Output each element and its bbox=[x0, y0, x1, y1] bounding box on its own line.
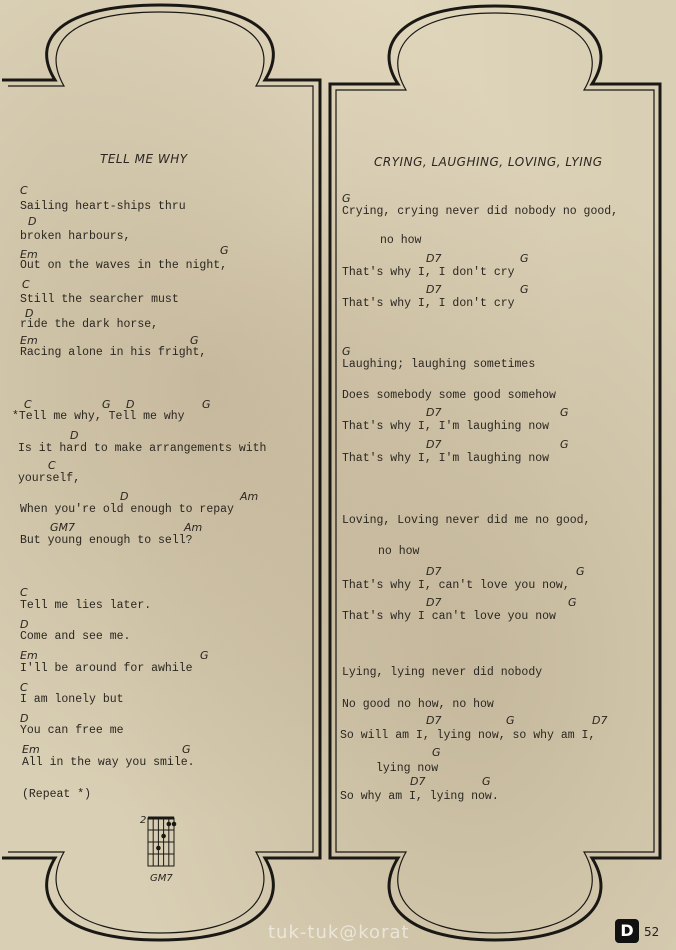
diagram-chord-label: GM7 bbox=[150, 873, 173, 884]
lyric-line: That's why I, can't love you now, bbox=[342, 579, 570, 592]
chord: Em bbox=[20, 248, 38, 261]
chord: D7 bbox=[426, 565, 442, 578]
chord: G bbox=[190, 334, 199, 347]
lyric-line: So why am I, lying now. bbox=[340, 790, 499, 803]
chord: G bbox=[520, 252, 529, 265]
lyric-line: Crying, crying never did nobody no good, bbox=[342, 205, 619, 218]
lyric-line: All in the way you smile. bbox=[22, 756, 195, 769]
lyric-line: No good no how, no how bbox=[342, 698, 494, 711]
lyric-line: no how bbox=[378, 545, 420, 558]
chord: D7 bbox=[426, 283, 442, 296]
chord: C bbox=[48, 459, 56, 472]
publisher-logo: D bbox=[615, 919, 639, 943]
chord: C bbox=[22, 278, 30, 291]
lyric-line: I am lonely but bbox=[20, 693, 124, 706]
chord: D7 bbox=[426, 406, 442, 419]
lyric-line: Sailing heart-ships thru bbox=[20, 200, 186, 213]
chord: G bbox=[432, 746, 441, 759]
chord: D bbox=[126, 398, 135, 411]
chord: C bbox=[20, 681, 28, 694]
chord: C bbox=[24, 398, 32, 411]
lyric-line: So will am I, lying now, so why am I, bbox=[340, 729, 596, 742]
chord: Em bbox=[20, 334, 38, 347]
repeat-note: (Repeat *) bbox=[22, 788, 92, 801]
page-number: 52 bbox=[644, 925, 660, 939]
lyric-line: That's why I can't love you now bbox=[342, 610, 556, 623]
lyric-line: Racing alone in his fright, bbox=[20, 346, 207, 359]
chord: Am bbox=[184, 521, 203, 534]
lyric-line: Still the searcher must bbox=[20, 293, 179, 306]
lyric-line: Lying, lying never did nobody bbox=[342, 666, 543, 679]
lyric-line: ride the dark horse, bbox=[20, 318, 159, 331]
lyric-line: Out on the waves in the night, bbox=[20, 259, 228, 272]
chord: D bbox=[28, 215, 37, 228]
lyric-line: Come and see me. bbox=[20, 630, 131, 643]
lyric-line: That's why I, I'm laughing now bbox=[342, 420, 550, 433]
chord: G bbox=[182, 743, 191, 756]
chord: Em bbox=[20, 649, 38, 662]
chord: D7 bbox=[426, 252, 442, 265]
lyric-line: no how bbox=[380, 234, 422, 247]
lyric-line: That's why I, I don't cry bbox=[342, 297, 515, 310]
chord: D7 bbox=[410, 775, 426, 788]
lyric-line: Is it hard to make arrangements with bbox=[18, 442, 267, 455]
chord: G bbox=[342, 192, 351, 205]
chord: G bbox=[202, 398, 211, 411]
chord: G bbox=[506, 714, 515, 727]
chord: G bbox=[568, 596, 577, 609]
chord: G bbox=[342, 345, 351, 358]
lyric-line: I'll be around for awhile bbox=[20, 662, 193, 675]
chord: D7 bbox=[426, 596, 442, 609]
chord: D bbox=[120, 490, 129, 503]
lyric-line: Laughing; laughing sometimes bbox=[342, 358, 536, 371]
chord: G bbox=[102, 398, 111, 411]
lyric-line: Does somebody some good somehow bbox=[342, 389, 556, 402]
lyric-line: *Tell me why, Tell me why bbox=[12, 410, 185, 423]
chord: GM7 bbox=[50, 521, 76, 534]
lyric-line: But young enough to sell? bbox=[20, 534, 193, 547]
lyric-line: broken harbours, bbox=[20, 230, 131, 243]
chord: G bbox=[520, 283, 529, 296]
chord: G bbox=[482, 775, 491, 788]
lyric-line: lying now bbox=[376, 762, 439, 775]
chord: D bbox=[20, 712, 29, 725]
lyric-line: Tell me lies later. bbox=[20, 599, 152, 612]
chord: G bbox=[560, 438, 569, 451]
chord: C bbox=[20, 586, 28, 599]
chord: G bbox=[560, 406, 569, 419]
chord: D7 bbox=[592, 714, 608, 727]
chord: D bbox=[25, 307, 34, 320]
chord: D bbox=[70, 429, 79, 442]
lyric-line: You can free me bbox=[20, 724, 124, 737]
right-song-title: CRYING, LAUGHING, LOVING, LYING bbox=[374, 155, 603, 169]
lyric-line: yourself, bbox=[18, 472, 81, 485]
diagram-fret-number: 2 bbox=[140, 815, 147, 826]
watermark: tuk-tuk@korat bbox=[268, 922, 410, 943]
lyric-line: When you're old enough to repay bbox=[20, 503, 234, 516]
chord: G bbox=[220, 244, 229, 257]
lyric-line: That's why I, I'm laughing now bbox=[342, 452, 550, 465]
chord: C bbox=[20, 184, 28, 197]
chord: D7 bbox=[426, 438, 442, 451]
lyric-line: That's why I, I don't cry bbox=[342, 266, 515, 279]
lyric-line: Loving, Loving never did me no good, bbox=[342, 514, 591, 527]
left-song-title: TELL ME WHY bbox=[100, 152, 188, 166]
chord: G bbox=[200, 649, 209, 662]
chord: D7 bbox=[426, 714, 442, 727]
chord: Am bbox=[240, 490, 259, 503]
chord: G bbox=[576, 565, 585, 578]
chord: Em bbox=[22, 743, 40, 756]
chord: D bbox=[20, 618, 29, 631]
